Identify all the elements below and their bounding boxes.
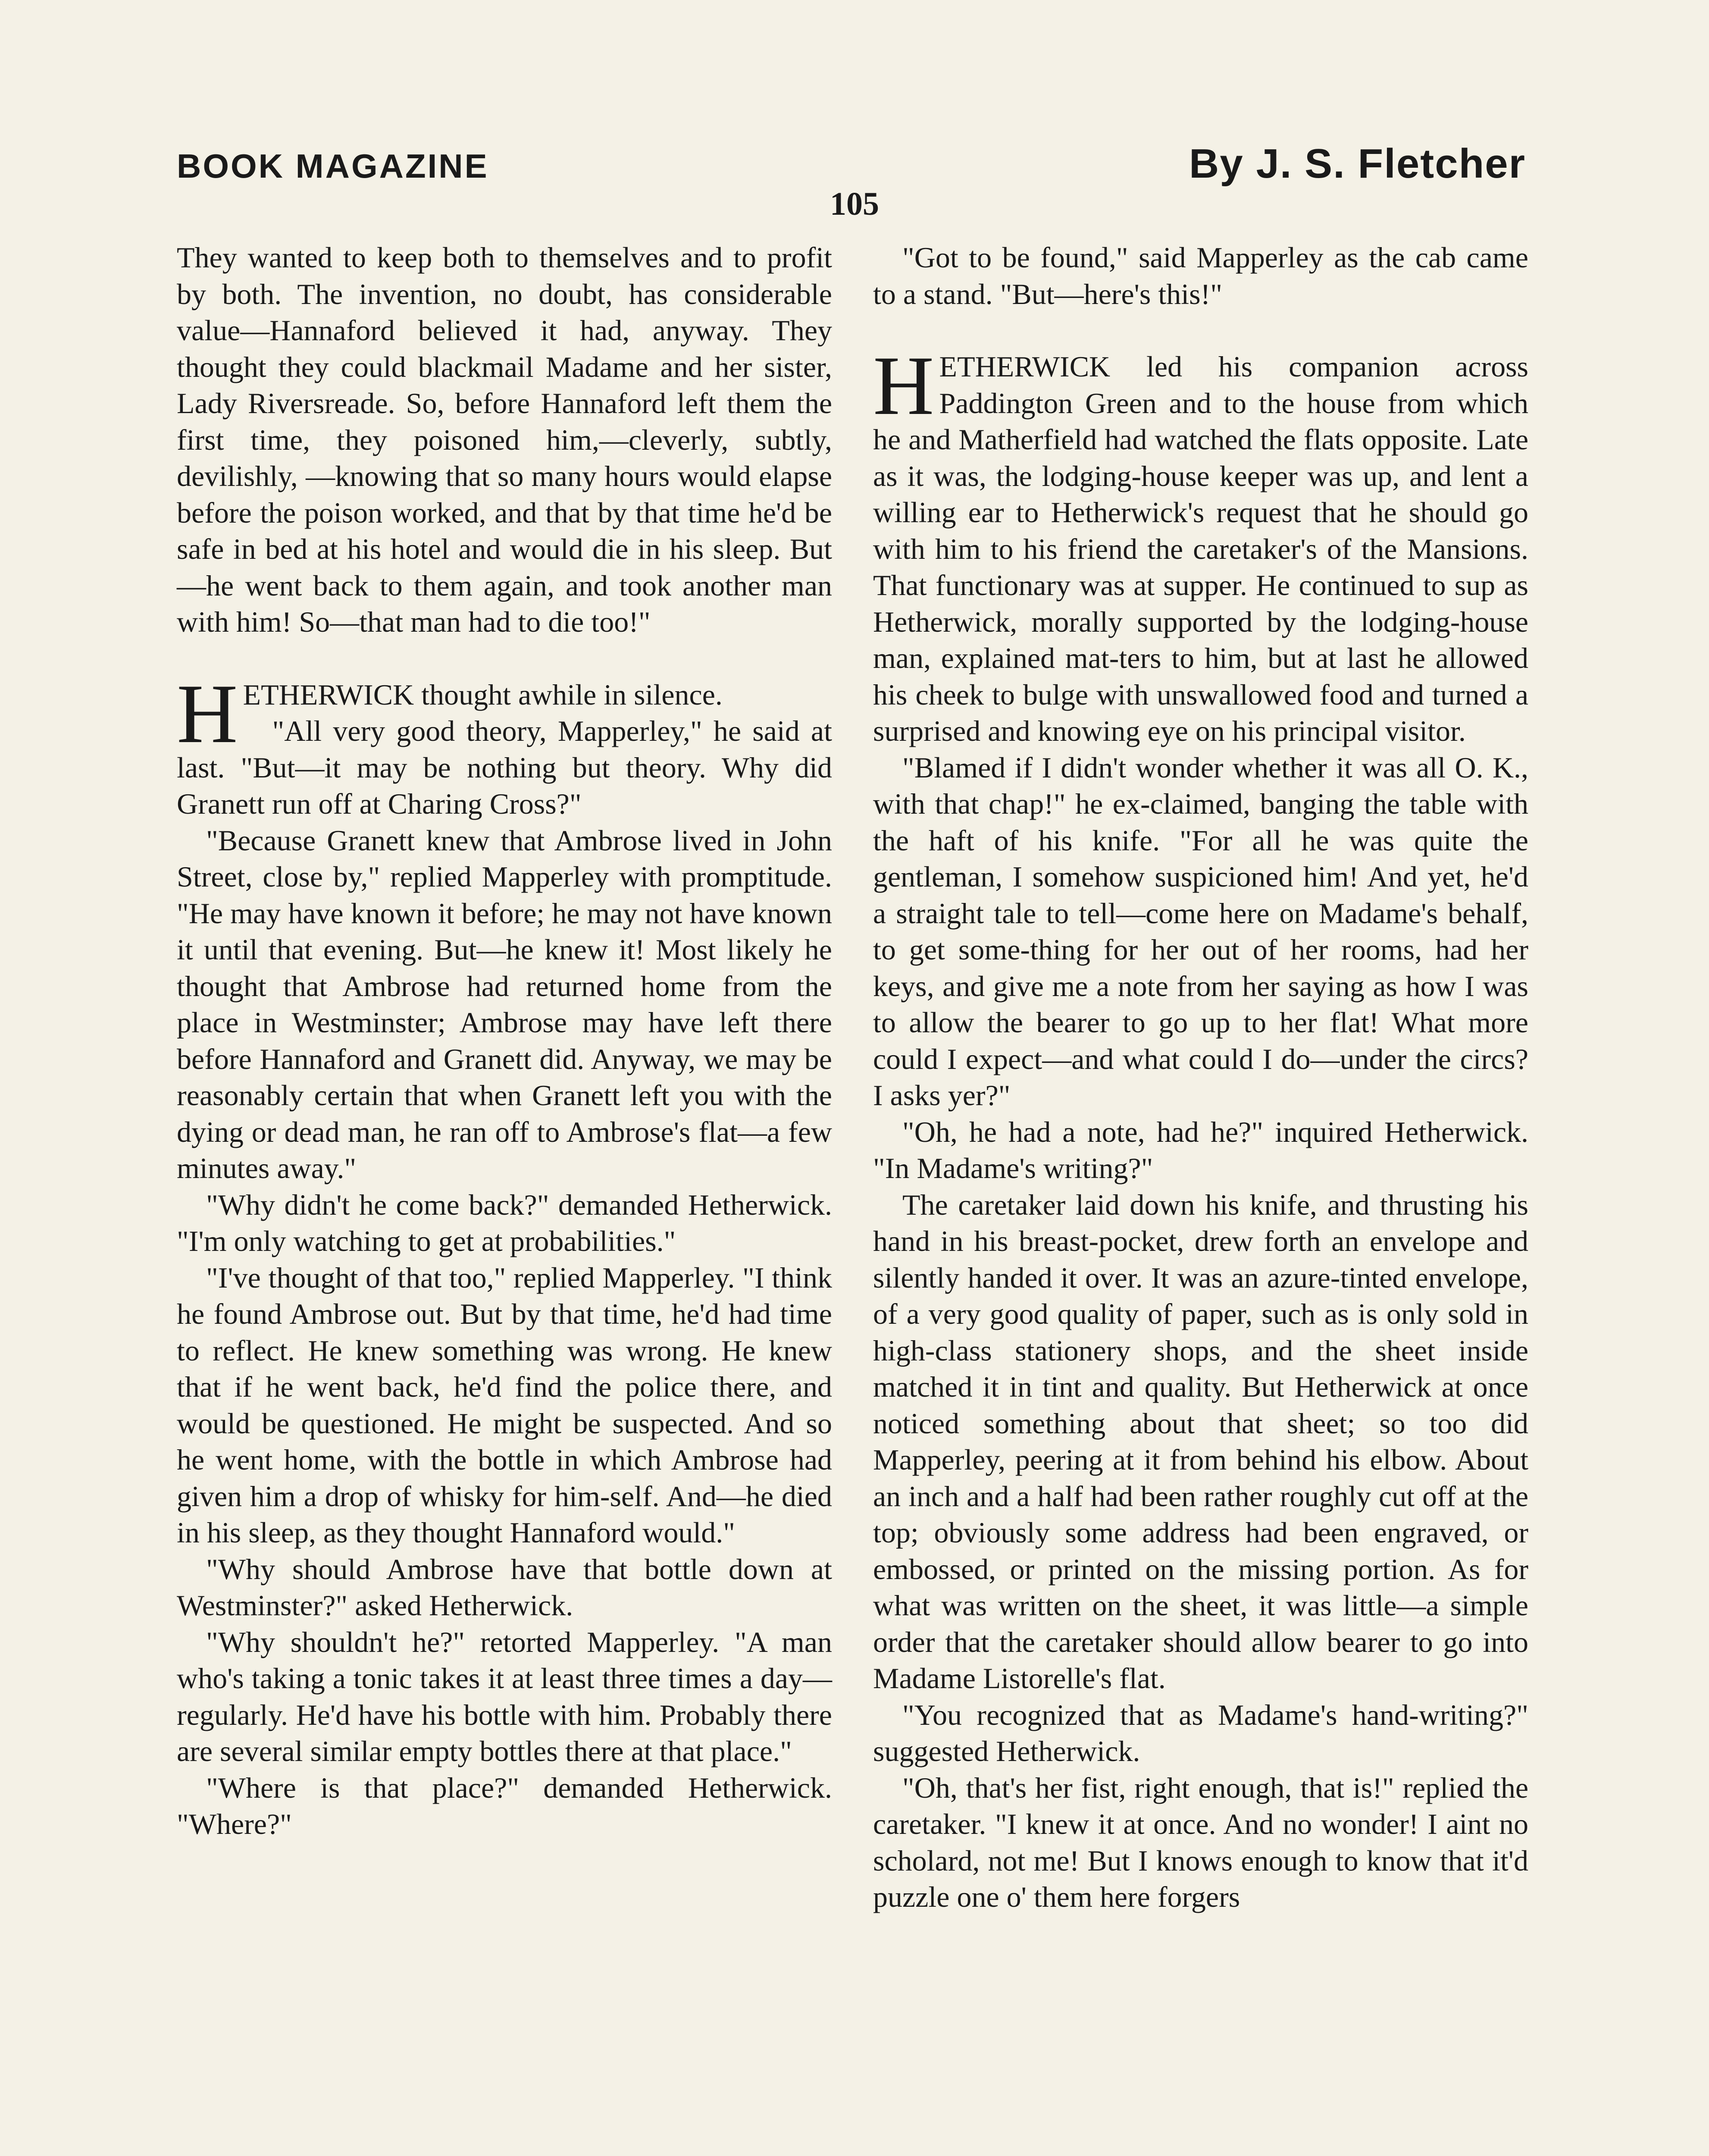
paragraph: "Oh, that's her fist, right enough, that is!" replied the caretaker. "I knew it at once. And no wonder! I aint no scholard, not me! But I knows enough to know that it'd puzzle one o' them here forgers bbox=[873, 1771, 1528, 1913]
paragraph: "Where is that place?" demanded Hetherwick. "Where?" bbox=[177, 1771, 832, 1840]
paragraph: "Why should Ambrose have that bottle down at Westminster?" asked Hetherwick. bbox=[177, 1552, 832, 1622]
paragraph: "Oh, he had a note, had he?" inquired Hetherwick. "In Madame's writing?" bbox=[873, 1115, 1528, 1185]
paragraph: "You recognized that as Madame's hand-writing?" suggested Hetherwick. bbox=[873, 1698, 1528, 1767]
paragraph: "Why didn't he come back?" demanded Hetherwick. "I'm only watching to get at probabilities." bbox=[177, 1188, 832, 1257]
paragraph: "Blamed if I didn't wonder whether it was all O. K., with that chap!" he ex-claimed, banging the table with the haft of his knife. "For all he was quite the gentleman, I somehow suspicioned him! And yet, he'd a straight tale to tell—come here on Madame's behalf, to get some-thing for her out of her rooms, had her keys, and give me a note from her saying as how I was to allow the bearer to go up to her flat! What more could I expect—and what could I do—under the circs? I asks yer?" bbox=[873, 751, 1528, 1112]
drop-cap-paragraph: HETHERWICK thought awhile in silence. bbox=[177, 667, 723, 761]
paragraph: "Got to be found," said Mapperley as the cab came to a stand. "But—here's this!" bbox=[873, 241, 1528, 310]
author-byline: By J. S. Fletcher bbox=[1189, 141, 1526, 187]
paragraph: The caretaker laid down his knife, and thrusting his hand in his breast-pocket, drew forth an envelope and silently handed it over. It was an azure-tinted envelope, of a very good quality of paper, such as is only sold in high-class stationery shops, and the sheet inside matched it in tint and quality. But Hetherwick at once noticed something about that sheet; so too did Mapperley, peering at it from behind his elbow. About an inch and a half had been rather roughly cut off at the top; obviously some address had been engraved, or embossed, or printed on the missing portion. As for what was written on the sheet, it was little—a simple order that the caretaker should allow bearer to go into Madame Listorelle's flat. bbox=[873, 1188, 1528, 1695]
paragraph: "All very good theory, Mapperley," he said at last. "But—it may be nothing but theory. Why did Granett run off at Charing Cross?" bbox=[177, 714, 832, 820]
paragraph: "Why shouldn't he?" retorted Mapperley. "A man who's taking a tonic takes it at least three times a day—regularly. He'd have his bottle with him. Probably there are several similar empty bottles there at that place." bbox=[177, 1625, 832, 1767]
drop-cap-paragraph: HETHERWICK led his companion across Paddington Green and to the house from which he and Matherfield had watched the flats opposite. Late as it was, the lodging-house keeper was up, and lent a willing ear to Hetherwick's request that he should go with him to his friend the caretaker's of the Mansions. That functionary was at supper. He continued to sup as Hetherwick, morally supported by the lodging-house man, explained mat-ters to him, but at last he allowed his cheek to bulge with unswallowed food and turned a surprised and knowing eye on his principal visitor. bbox=[873, 339, 1528, 747]
publication-title: BOOK MAGAZINE bbox=[177, 147, 489, 185]
paragraph: "Because Granett knew that Ambrose lived in John Street, close by," replied Mapperley with promptitude. "He may have known it before; he may not have known it until that evening. But—he knew it! Most likely he thought that Ambrose had returned home from the place in Westminster; Ambrose may have left there before Hannaford and Granett did. Anyway, we may be reasonably certain that when Granett left you with the dying or dead man, he ran off to Ambrose's flat—a few minutes away." bbox=[177, 824, 832, 1185]
paragraph: They wanted to keep both to themselves and to profit by both. The invention, no doubt, has considerable value—Hannaford believed it had, anyway. They thought they could blackmail Madame and her sister, Lady Riversreade. So, before Hannaford left them the first time, they poisoned him,—cleverly, subtly, devilishly, —knowing that so many hours would elapse before the poison worked, and that by that time he'd be safe in bed at his hotel and would die in his sleep. But—he went back to them again, and took another man with him! So—that man had to die too!" bbox=[177, 241, 832, 638]
left-column bbox=[177, 239, 832, 1843]
paragraph: "I've thought of that too," replied Mapperley. "I think he found Ambrose out. But by that time, he'd had time to reflect. He knew something was wrong. He knew that if he went back, he'd find the police there, and would be questioned. He might be suspected. And so he went home, with the bottle in which Ambrose had given him a drop of whisky for him-self. And—he died in his sleep, as they thought Hannaford would." bbox=[177, 1261, 832, 1549]
page-number: 105 bbox=[830, 186, 879, 222]
right-column bbox=[873, 239, 1528, 1915]
